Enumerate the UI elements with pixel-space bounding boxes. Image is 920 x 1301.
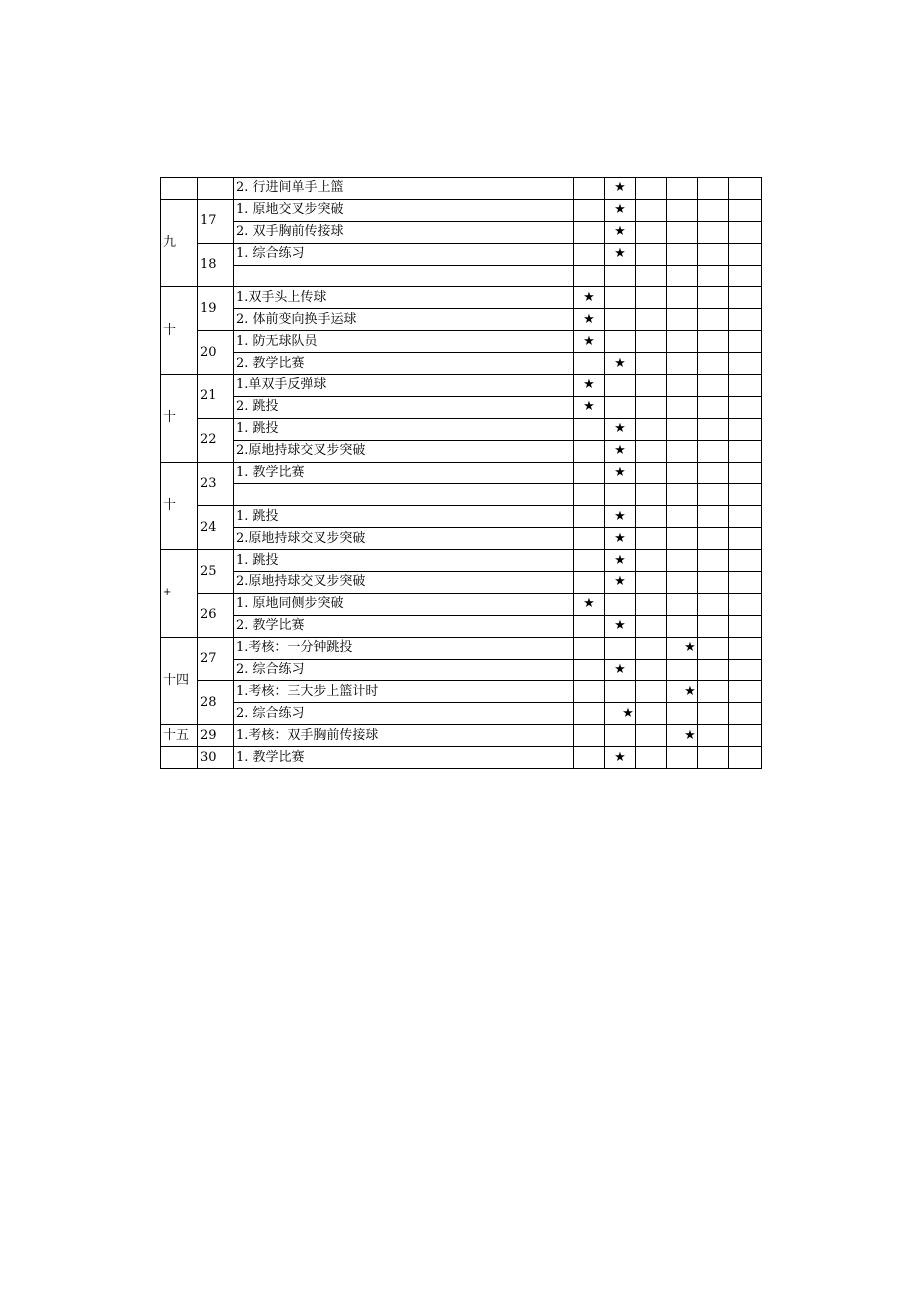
mark-cell	[574, 440, 605, 462]
star-icon: ★	[614, 530, 626, 546]
lesson-cell: 28	[198, 681, 234, 725]
lesson-cell: 23	[198, 462, 234, 506]
mark-cell	[605, 506, 636, 528]
mark-cell	[698, 725, 729, 747]
table-row	[161, 637, 762, 659]
content-cell: 1.单双手反弹球	[234, 375, 574, 397]
lesson-cell: 29	[198, 725, 234, 747]
mark-cell	[636, 309, 667, 331]
lesson-cell: 18	[198, 243, 234, 287]
mark-cell	[698, 396, 729, 418]
week-cell: 十	[161, 287, 198, 375]
mark-cell	[667, 396, 698, 418]
star-icon: ★	[614, 246, 626, 262]
content-cell: 1.考核：一分钟跳投	[234, 637, 574, 659]
mark-cell	[729, 375, 762, 397]
mark-cell	[605, 243, 636, 265]
mark-cell	[667, 221, 698, 243]
mark-cell	[574, 615, 605, 637]
mark-cell	[698, 331, 729, 353]
star-icon: ★	[614, 749, 626, 765]
mark-cell	[605, 637, 636, 659]
mark-cell	[667, 506, 698, 528]
mark-cell	[667, 550, 698, 572]
table-row	[161, 440, 762, 462]
mark-cell	[636, 375, 667, 397]
mark-cell	[729, 681, 762, 703]
mark-cell	[605, 375, 636, 397]
mark-cell	[605, 572, 636, 594]
mark-cell	[729, 287, 762, 309]
table-row	[161, 462, 762, 484]
lesson-cell: 30	[198, 747, 234, 769]
mark-cell	[729, 637, 762, 659]
mark-cell	[698, 462, 729, 484]
mark-cell	[729, 265, 762, 287]
lesson-cell: 26	[198, 593, 234, 637]
star-icon: ★	[614, 465, 626, 481]
table-row	[161, 703, 762, 725]
mark-cell	[729, 659, 762, 681]
mark-cell	[574, 681, 605, 703]
table-row	[161, 484, 762, 506]
mark-cell	[667, 462, 698, 484]
mark-cell	[605, 440, 636, 462]
mark-cell	[667, 637, 698, 659]
star-icon: ★	[583, 377, 595, 393]
mark-cell	[574, 725, 605, 747]
mark-cell	[698, 375, 729, 397]
content-cell: 1. 跳投	[234, 418, 574, 440]
mark-cell	[605, 615, 636, 637]
mark-cell	[729, 593, 762, 615]
content-cell: 2.原地持球交叉步突破	[234, 440, 574, 462]
star-icon: ★	[583, 399, 595, 415]
week-cell: 十四	[161, 637, 198, 725]
content-cell	[234, 265, 574, 287]
mark-cell	[667, 747, 698, 769]
mark-cell	[698, 681, 729, 703]
mark-cell	[636, 593, 667, 615]
content-cell: 1. 跳投	[234, 506, 574, 528]
lesson-cell: 20	[198, 331, 234, 375]
mark-cell	[605, 287, 636, 309]
content-cell: 1. 防无球队员	[234, 331, 574, 353]
mark-cell	[574, 375, 605, 397]
mark-cell	[574, 309, 605, 331]
content-cell: 1. 教学比赛	[234, 747, 574, 769]
lesson-cell	[198, 178, 234, 200]
star-icon: ★	[614, 355, 626, 371]
content-cell: 2. 教学比赛	[234, 353, 574, 375]
table-row	[161, 353, 762, 375]
mark-cell	[574, 572, 605, 594]
mark-cell	[667, 418, 698, 440]
content-cell: 1. 综合练习	[234, 243, 574, 265]
mark-cell	[729, 331, 762, 353]
mark-cell	[636, 331, 667, 353]
content-cell: 1. 原地交叉步突破	[234, 199, 574, 221]
mark-cell	[667, 287, 698, 309]
mark-cell	[574, 331, 605, 353]
mark-cell	[574, 199, 605, 221]
mark-cell	[605, 593, 636, 615]
mark-cell	[698, 265, 729, 287]
star-icon: ★	[614, 574, 626, 590]
content-cell: 2.原地持球交叉步突破	[234, 572, 574, 594]
mark-cell	[574, 287, 605, 309]
mark-cell	[636, 396, 667, 418]
lesson-cell: 19	[198, 287, 234, 331]
mark-cell	[574, 659, 605, 681]
mark-cell	[636, 221, 667, 243]
mark-cell	[667, 178, 698, 200]
mark-cell	[698, 353, 729, 375]
mark-cell	[698, 637, 729, 659]
mark-cell	[729, 353, 762, 375]
mark-cell	[698, 659, 729, 681]
mark-cell	[729, 418, 762, 440]
mark-cell	[574, 484, 605, 506]
week-cell: 十	[161, 462, 198, 550]
mark-cell	[667, 615, 698, 637]
week-cell: 十五	[161, 725, 198, 747]
mark-cell	[729, 396, 762, 418]
mark-cell	[698, 572, 729, 594]
mark-cell	[667, 331, 698, 353]
table-row	[161, 331, 762, 353]
mark-cell	[698, 199, 729, 221]
content-cell	[234, 484, 574, 506]
mark-cell	[574, 418, 605, 440]
mark-cell	[574, 178, 605, 200]
table-row	[161, 593, 762, 615]
mark-cell	[729, 243, 762, 265]
mark-cell	[667, 353, 698, 375]
mark-cell	[636, 418, 667, 440]
mark-cell	[698, 703, 729, 725]
mark-cell	[574, 221, 605, 243]
mark-cell	[574, 703, 605, 725]
star-icon: ★	[614, 508, 626, 524]
mark-cell	[729, 747, 762, 769]
mark-cell	[698, 593, 729, 615]
star-icon: ★	[583, 289, 595, 305]
mark-cell	[574, 396, 605, 418]
mark-cell	[605, 747, 636, 769]
mark-cell	[698, 178, 729, 200]
lesson-cell: 17	[198, 199, 234, 243]
mark-cell	[698, 440, 729, 462]
mark-cell	[698, 221, 729, 243]
table-row	[161, 221, 762, 243]
mark-cell	[698, 484, 729, 506]
mark-cell	[667, 375, 698, 397]
mark-cell	[667, 528, 698, 550]
lesson-cell: 22	[198, 418, 234, 462]
mark-cell	[667, 309, 698, 331]
mark-cell	[636, 747, 667, 769]
star-icon: ★	[622, 705, 634, 721]
content-cell: 1. 教学比赛	[234, 462, 574, 484]
mark-cell	[605, 199, 636, 221]
star-icon: ★	[583, 333, 595, 349]
week-cell	[161, 747, 198, 769]
mark-cell	[605, 462, 636, 484]
mark-cell	[605, 703, 636, 725]
mark-cell	[698, 550, 729, 572]
mark-cell	[729, 462, 762, 484]
mark-cell	[574, 550, 605, 572]
lesson-cell: 24	[198, 506, 234, 550]
mark-cell	[636, 484, 667, 506]
mark-cell	[636, 353, 667, 375]
content-cell: 2. 综合练习	[234, 659, 574, 681]
star-icon: ★	[614, 421, 626, 437]
mark-cell	[636, 265, 667, 287]
mark-cell	[605, 681, 636, 703]
mark-cell	[605, 550, 636, 572]
lesson-cell: 21	[198, 375, 234, 419]
mark-cell	[698, 506, 729, 528]
table-row	[161, 309, 762, 331]
mark-cell	[729, 199, 762, 221]
mark-cell	[605, 353, 636, 375]
week-cell: +	[161, 550, 198, 638]
table-row	[161, 418, 762, 440]
table-row	[161, 572, 762, 594]
star-icon: ★	[583, 596, 595, 612]
table-row	[161, 550, 762, 572]
mark-cell	[729, 178, 762, 200]
mark-cell	[605, 396, 636, 418]
mark-cell	[729, 221, 762, 243]
mark-cell	[636, 550, 667, 572]
content-cell: 2.原地持球交叉步突破	[234, 528, 574, 550]
content-cell: 2. 双手胸前传接球	[234, 221, 574, 243]
table-row	[161, 506, 762, 528]
table-row	[161, 528, 762, 550]
table-row	[161, 615, 762, 637]
star-icon: ★	[614, 202, 626, 218]
mark-cell	[667, 725, 698, 747]
content-cell: 1.双手头上传球	[234, 287, 574, 309]
content-cell: 2. 教学比赛	[234, 615, 574, 637]
star-icon: ★	[614, 552, 626, 568]
star-icon: ★	[684, 683, 696, 699]
mark-cell	[574, 747, 605, 769]
mark-cell	[636, 462, 667, 484]
mark-cell	[729, 703, 762, 725]
mark-cell	[605, 309, 636, 331]
mark-cell	[605, 484, 636, 506]
star-icon: ★	[614, 618, 626, 634]
mark-cell	[605, 178, 636, 200]
table-row	[161, 199, 762, 221]
table-row	[161, 243, 762, 265]
content-cell: 2. 体前变向换手运球	[234, 309, 574, 331]
mark-cell	[636, 681, 667, 703]
mark-cell	[636, 506, 667, 528]
mark-cell	[636, 572, 667, 594]
mark-cell	[574, 637, 605, 659]
mark-cell	[729, 528, 762, 550]
star-icon: ★	[614, 662, 626, 678]
lesson-cell: 25	[198, 550, 234, 594]
mark-cell	[729, 506, 762, 528]
mark-cell	[636, 528, 667, 550]
schedule-table	[160, 177, 762, 769]
week-cell: 九	[161, 199, 198, 287]
mark-cell	[636, 199, 667, 221]
mark-cell	[729, 572, 762, 594]
mark-cell	[667, 703, 698, 725]
content-cell: 2. 跳投	[234, 396, 574, 418]
table-row	[161, 396, 762, 418]
mark-cell	[574, 243, 605, 265]
content-cell: 1.考核：双手胸前传接球	[234, 725, 574, 747]
mark-cell	[574, 265, 605, 287]
mark-cell	[636, 440, 667, 462]
mark-cell	[605, 221, 636, 243]
mark-cell	[574, 462, 605, 484]
mark-cell	[574, 506, 605, 528]
mark-cell	[667, 243, 698, 265]
mark-cell	[636, 703, 667, 725]
table-row	[161, 265, 762, 287]
star-icon: ★	[614, 180, 626, 196]
table-row	[161, 287, 762, 309]
table-row	[161, 375, 762, 397]
mark-cell	[729, 440, 762, 462]
table-row	[161, 659, 762, 681]
content-cell: 1. 跳投	[234, 550, 574, 572]
mark-cell	[636, 615, 667, 637]
star-icon: ★	[684, 727, 696, 743]
mark-cell	[636, 287, 667, 309]
star-icon: ★	[614, 224, 626, 240]
mark-cell	[636, 659, 667, 681]
week-cell	[161, 178, 198, 200]
mark-cell	[605, 528, 636, 550]
mark-cell	[605, 659, 636, 681]
star-icon: ★	[583, 311, 595, 327]
table-row	[161, 178, 762, 200]
mark-cell	[667, 484, 698, 506]
mark-cell	[698, 528, 729, 550]
mark-cell	[605, 265, 636, 287]
mark-cell	[667, 593, 698, 615]
mark-cell	[605, 725, 636, 747]
mark-cell	[574, 528, 605, 550]
mark-cell	[636, 243, 667, 265]
content-cell: 1.考核：三大步上篮计时	[234, 681, 574, 703]
lesson-cell: 27	[198, 637, 234, 681]
week-cell: 十	[161, 375, 198, 463]
mark-cell	[698, 243, 729, 265]
mark-cell	[605, 418, 636, 440]
mark-cell	[667, 265, 698, 287]
mark-cell	[729, 484, 762, 506]
content-cell: 1. 原地同侧步突破	[234, 593, 574, 615]
mark-cell	[698, 287, 729, 309]
mark-cell	[667, 681, 698, 703]
mark-cell	[667, 199, 698, 221]
mark-cell	[667, 572, 698, 594]
mark-cell	[698, 747, 729, 769]
table-row	[161, 725, 762, 747]
mark-cell	[729, 725, 762, 747]
mark-cell	[636, 725, 667, 747]
mark-cell	[729, 550, 762, 572]
mark-cell	[667, 440, 698, 462]
table-row	[161, 681, 762, 703]
mark-cell	[636, 637, 667, 659]
mark-cell	[698, 418, 729, 440]
content-cell: 2. 综合练习	[234, 703, 574, 725]
mark-cell	[698, 309, 729, 331]
mark-cell	[574, 353, 605, 375]
mark-cell	[636, 178, 667, 200]
star-icon: ★	[614, 443, 626, 459]
mark-cell	[605, 331, 636, 353]
mark-cell	[667, 659, 698, 681]
table-row	[161, 747, 762, 769]
star-icon: ★	[684, 640, 696, 656]
mark-cell	[729, 309, 762, 331]
mark-cell	[574, 593, 605, 615]
mark-cell	[729, 615, 762, 637]
mark-cell	[698, 615, 729, 637]
content-cell: 2. 行进间单手上篮	[234, 178, 574, 200]
